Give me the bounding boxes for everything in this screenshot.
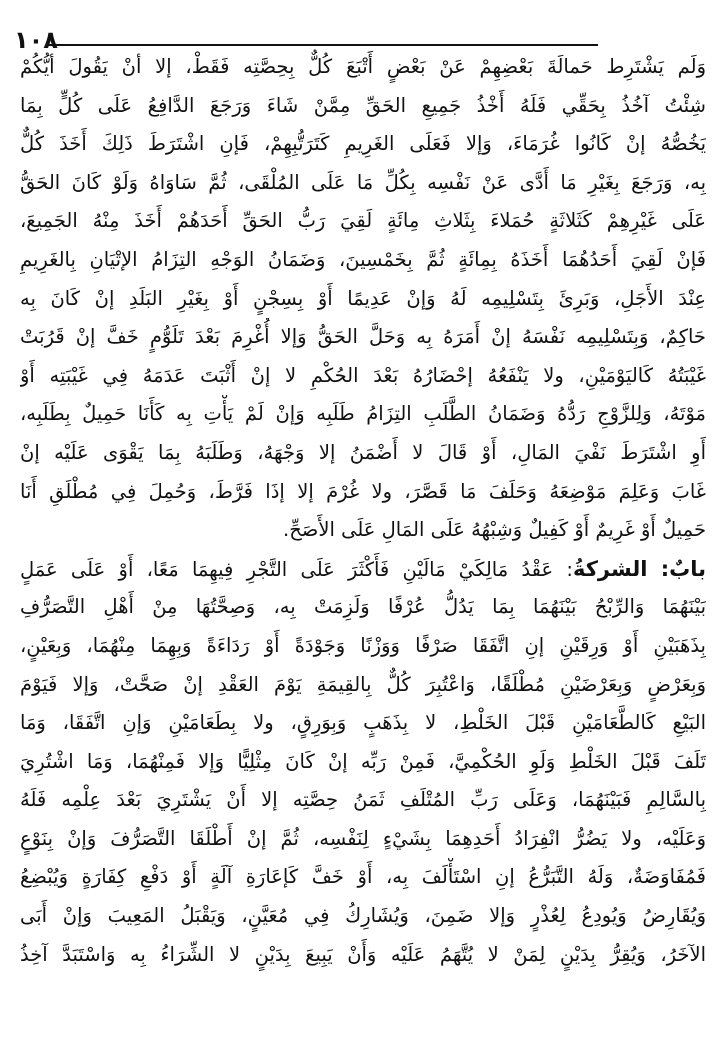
text-line: شِئْتُ آخُذُ بِحَقِّي فَلَهُ أَخْذُ جَمِيعِ الحَقِّ مِمَّنْ شَاءَ وَرَجَعَ الدَّافِعُ عَلَى كُلٍّ بِمَا xyxy=(20,93,706,117)
section-heading-line: بابٌ: الشركةُ: عَقْدُ مَالِكَيْ مَالَيْنِ فَأَكْثَرَ عَلَى التَّجْرِ فِيهِمَا مَعًا، أَوْ عَلَى عَمَلٍ xyxy=(20,556,706,581)
text-line: غَابَ وَعَلِمَ مَوْضِعَهُ وَحَلَفَ مَا قَصَّرَ، ولا غُرْمَ إلا إذَا فَرَّطَ، وَحُمِلَ فِي مُطْلَقِ أَنَا xyxy=(20,479,706,503)
text-line: غَيْبَتُهُ كَاليَوْمَيْنِ، ولا يَنْفَعُهُ إحْضَارُهُ بَعْدَ الحُكْمِ لا إنْ أَثْبَتَ عَدَمَهُ فِي غَيْبَتِه أَوْ xyxy=(20,363,706,387)
body-text xyxy=(20,48,706,974)
text-line: وَعَلَيْه، ولا يَضُرُّ انْفِرَادُ أَحَدِهِمَا بِشَيْءٍ لِنَفْسِه، ثُمَّ إنْ أَطْلَقَا التَّصَرُّفَ وَإنْ بِنَوْعٍ xyxy=(20,826,706,850)
text-line: البَيْعِ كَالطَّعَامَيْنِ قَبْلَ الخَلْطِ، لا بِذَهَبٍ وَبِوَرِقٍ، ولا بِطَعَامَيْنِ وَإنِ اتَّفَقَا، وَمَا xyxy=(20,711,706,735)
text-line: يَخُصُّهُ إنْ كَانُوا غُرَمَاءَ، وَإلا فَعَلَى الغَرِيمِ كَتَرَتُّبِهِمْ، فَإنِ اشْتَرَطَ ذَلِكَ أَخَذَ كُلٌّ xyxy=(20,132,706,156)
text-line: أَوِ اشْتَرَطَ نَفْيَ المَالِ، أَوْ قَالَ لا أَضْمَنُ إلا وَجْهَهُ، وَطَلَبَهُ بِمَا يَقْوَى عَلَيْه إنْ xyxy=(20,440,706,464)
text-line: مَوْتَهُ، وَلِلزَّوْجِ رَدُّهُ وَضَمَانُ الطَّلَبِ التِزَامُ طَلَبِه وَإنْ لَمْ يَأْتِ بِه كَأَنَا حَمِيلٌ بِطَلَبِه، xyxy=(20,402,706,426)
text-line: فَإنْ لَقِيَ أَحَدُهُمَا أَخَذَهُ بِمِائَةٍ ثُمَّ بِخَمْسِينَ، وَضَمَانُ الوَجْهِ التِزَامُ الإتْيَانِ بِالغَرِيمِ xyxy=(20,247,706,271)
text-line: عَقْدُ مَالِكَيْ مَالَيْنِ فَأَكْثَرَ عَلَى التَّجْرِ فِيهِمَا مَعًا، أَوْ عَلَى عَمَلٍ xyxy=(20,557,554,581)
header-rule xyxy=(46,44,598,46)
text-line: بِالسَّالِمِ فَبَيْنَهُمَا، وَعَلَى رَبِّ المُتْلَفِ ثَمَنُ حِصَّتِه إلا أَنْ يَشْتَرِيَ بَعْدَ عِلْمِه فَلَهُ xyxy=(20,788,706,812)
text-line: وَيُقَارِضُ وَيُودِعُ لِعُذْرٍ وَإلا ضَمِنَ، وَيُشَارِكُ فِي مُعَيَّنٍ، وَيَقْبَلُ المَعِيبَ وَإنْ أَبَى xyxy=(20,904,706,928)
text-line: بَيْنَهُمَا وَالرِّبْحُ بَيْنَهُمَا بِمَا يَدُلُّ عُرْفًا وَلَزِمَتْ بِه، وَصِحَّتُهَا مِنْ أَهْلِ التَّصَرُّفِ xyxy=(20,595,706,619)
text-line: حَاكِمٌ، وَبِتَسْلِيمِه نَفْسَهُ إنْ أَمَرَهُ بِه وَحَلَّ الحَقُّ وَإلا أُغْرِمَ بَعْدَ تَلَوُّمٍ خَفَّ إنْ قَرُبَتْ xyxy=(20,325,706,349)
text-line: عَلَى غَيْرِهِمْ كَثَلاثَةٍ حُمَلاءَ بِثَلاثِ مِائَةٍ لَقِيَ رَبُّ الحَقِّ أَحَدَهُمْ أَخَذَ مِنْهُ الجَمِيعَ، xyxy=(20,209,706,233)
text-line: الآخَرُ، وَيُقِرُّ بِدَيْنٍ لِمَنْ لا يُتَّهَمُ عَلَيْه وَأَنْ يَبِيعَ بِدَيْنٍ لا الشِّرَاءُ بِه وَاسْتَبَدَّ آخِذُ xyxy=(20,942,706,966)
section-title: الشركةُ xyxy=(572,556,648,581)
text-line: بِذَهَبَيْنِ أَوْ وَرِقَيْنِ إنِ اتَّفَقَا صَرْفًا وَوَزْنًا وَجَوْدَةً أَوْ رَدَاءَةً وَبِهِمَا مِنْهُمَا، وَبِعَيْنٍ، xyxy=(20,633,706,657)
page-number: ١٠٨ xyxy=(14,26,58,54)
text-line: تَلَفَ قَبْلَ الخَلْطِ وَلَوِ الحُكْمِيَّ، فَمِنْ رَبِّه إنْ كَانَ مِثْلِيًّا وَإلا فَمِنْهُمَا، وَمَا اشْتُرِيَ xyxy=(20,749,706,773)
text-line: بِه، وَرَجَعَ بِغَيْرِ مَا أَدَّى عَنْ نَفْسِه بِكُلِّ مَا عَلَى المُلْقَى، ثُمَّ سَاوَاهُ وَلَوْ كَانَ الحَقُّ xyxy=(20,170,706,194)
text-line: وَبِعَرْضٍ وَبِعَرْضَيْنِ مُطْلَقًا، وَاعْتُبِرَ كُلٌّ بِالقِيمَةِ يَوْمَ العَقْدِ إنْ صَحَّتْ، وَإلا فَيَوْمَ xyxy=(20,672,706,696)
section-label: بابٌ: xyxy=(660,556,706,581)
text-line: فَمُفَاوَضَةٌ، وَلَهُ التَّبَرُّعُ إنِ اسْتَأْلَفَ بِه، أَوْ خَفَّ كَإعَارَةِ آلَةٍ أَوْ دَفْعِ كِفَارَةٍ وَيُبْضِعُ xyxy=(20,865,706,889)
text-line: وَلَم يَشْتَرِط حَمالَةَ بَعْضِهِمْ عَنْ بَعْضٍ أَتْبَعَ كُلٌّ بِحِصَّتِه فَقَطْ، إلا أنْ يَقُولَ أيُّكُمْ xyxy=(20,55,706,78)
text-line: حَمِيلٌ أَوْ غَرِيمٌ أَوْ كَفِيلٌ وَشِبْهُهُ عَلَى المَالِ عَلَى الأَصَحِّ. xyxy=(283,518,706,542)
text-line: عِنْدَ الأَجَلِ، وَبَرِئَ بِتَسْلِيمِه لَهُ وَإنْ عَدِيمًا أَوْ بِسِجْنٍ أَوْ بِغَيْرِ البَلَدِ إنْ كَانَ بِه xyxy=(20,286,706,310)
